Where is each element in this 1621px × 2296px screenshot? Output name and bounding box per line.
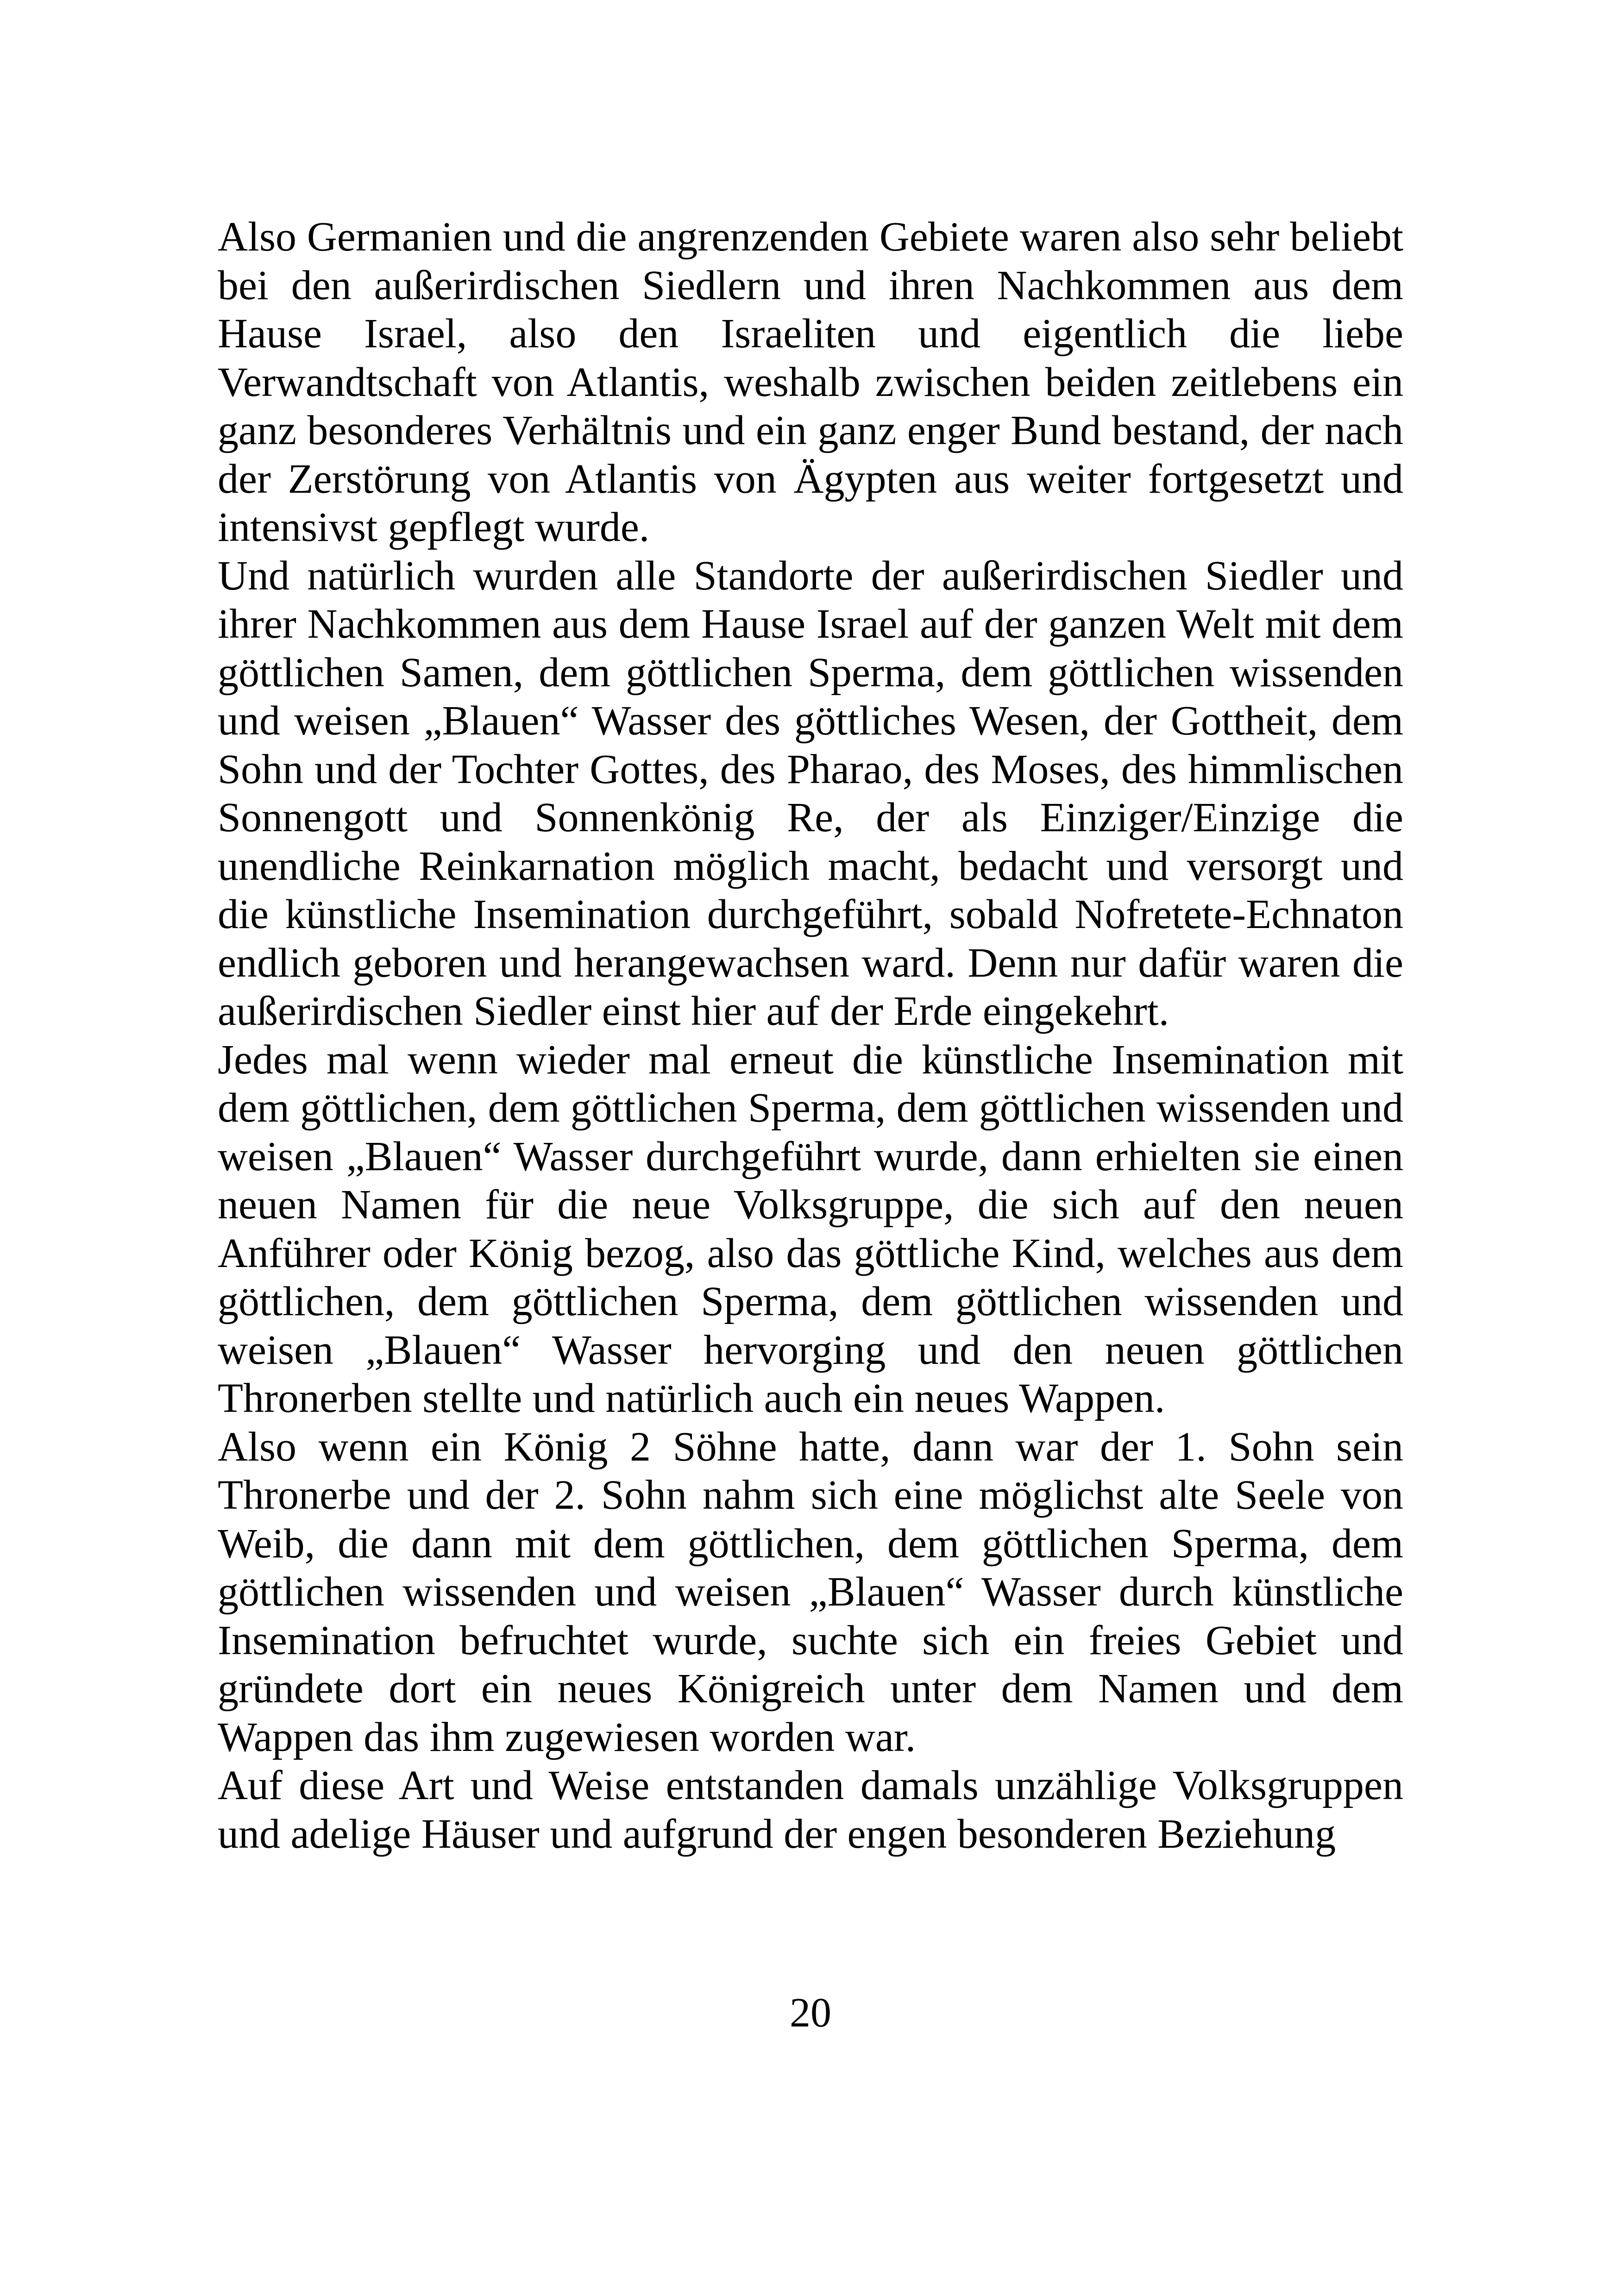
paragraph-5: Auf diese Art und Weise entstanden damals unzählige Volksgruppen und adelige Häuser und aufgrund der engen besonderen Beziehung (218, 1763, 1403, 1857)
paragraph-4: Also wenn ein König 2 Söhne hatte, dann war der 1. Sohn sein Thronerbe und der 2. Sohn nahm sich eine möglichst alte Seele von Weib, die dann mit dem göttlichen, dem göttlichen Sperma, dem göttlichen wissenden und weisen „Blauen“ Wasser durch künstliche Insemination befruchtet wurde, suchte sich ein freies Gebiet und gründete dort ein neues Königreich unter dem Namen und dem Wappen das ihm zugewiesen worden war. (218, 1424, 1403, 1760)
body-text (218, 213, 1403, 1858)
page-number: 20 (790, 1990, 831, 2036)
paragraph-2: Und natürlich wurden alle Standorte der außerirdischen Siedler und ihrer Nachkommen aus dem Hause Israel auf der ganzen Welt mit dem göttlichen Samen, dem göttlichen Sperma, dem göttlichen wissenden und weisen „Blauen“ Wasser des göttliches Wesen, der Gottheit, dem Sohn und der Tochter Gottes, des Pharao, des Moses, des himmlischen Sonnengott und Sonnenkönig Re, der als Einziger/Einzige die unendliche Reinkarnation möglich macht, bedacht und versorgt und die künstliche Insemination durchgeführt, sobald Nofretete-Echnaton endlich geboren und herangewachsen ward. Denn nur dafür waren die außerirdischen Siedler einst hier auf der Erde eingekehrt. (218, 552, 1403, 1034)
paragraph-3: Jedes mal wenn wieder mal erneut die künstliche Insemination mit dem göttlichen, dem göttlichen Sperma, dem göttlichen wissenden und weisen „Blauen“ Wasser durchgeführt wurde, dann erhielten sie einen neuen Namen für die neue Volksgruppe, die sich auf den neuen Anführer oder König bezog, also das göttliche Kind, welches aus dem göttlichen, dem göttlichen Sperma, dem göttlichen wissenden und weisen „Blauen“ Wasser hervorging und den neuen göttlichen Thronerben stellte und natürlich auch ein neues Wappen. (218, 1036, 1403, 1421)
paragraph-1: Also Germanien und die angrenzenden Gebiete waren also sehr beliebt bei den außerirdischen Siedlern und ihren Nachkommen aus dem Hause Israel, also den Israeliten und eigentlich die liebe Verwandtschaft von Atlantis, weshalb zwischen beiden zeitlebens ein ganz besonderes Verhältnis und ein ganz enger Bund bestand, der nach der Zerstörung von Atlantis von Ägypten aus weiter fortgesetzt und intensivst gepflegt wurde. (218, 214, 1403, 550)
